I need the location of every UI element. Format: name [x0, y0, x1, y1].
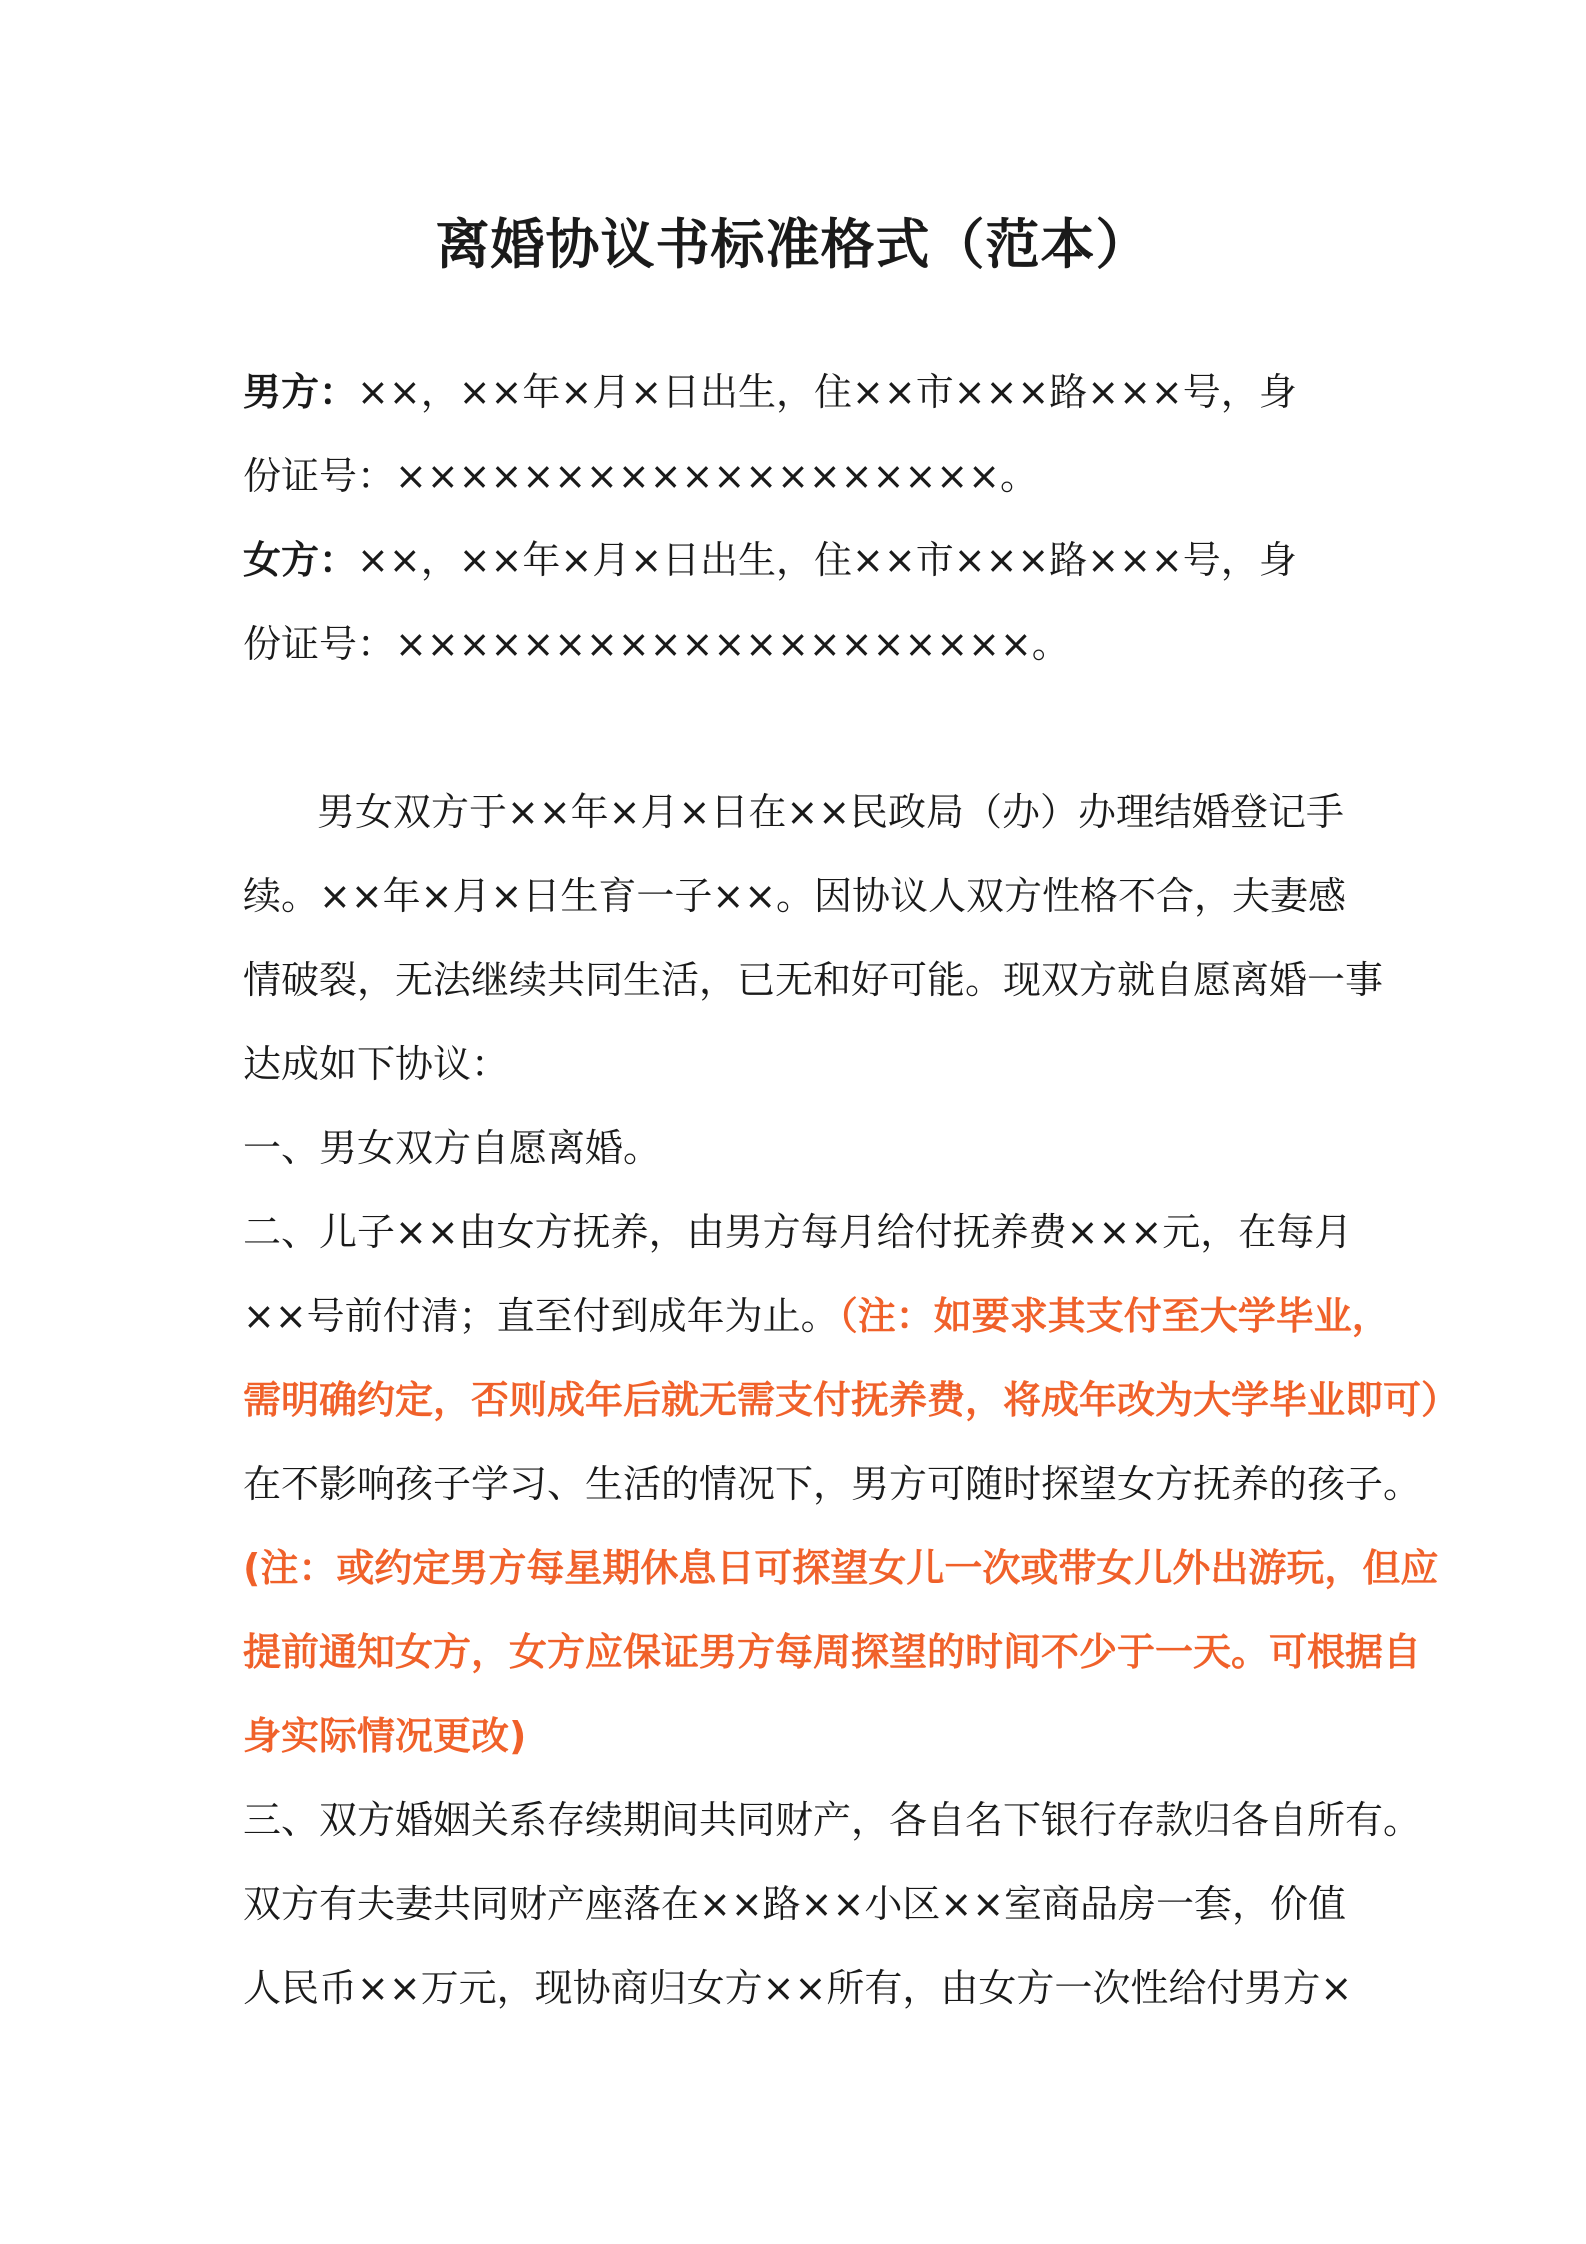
intro-line-3: 情破裂，无法继续共同生活，已无和好可能。现双方就自愿离婚一事: [243, 958, 1384, 1002]
clause-1: 一、男女双方自愿离婚。: [243, 1126, 662, 1170]
clause-3-line-3: 人民币××万元，现协商归女方××所有，由女方一次性给付男方×: [243, 1966, 1353, 2010]
document-title: 离婚协议书标准格式（范本）: [435, 213, 1151, 276]
male-party-line-1: [243, 350, 1297, 434]
female-party-id: 份证号：××××××××××××××××××××。: [243, 622, 1070, 666]
intro-line-1: 男女双方于××年×月×日在××民政局（办）办理结婚登记手: [317, 790, 1345, 834]
clause-2-note2-line-3: 身实际情况更改): [243, 1714, 527, 1758]
clause-2-note2-line-2: 提前通知女方，女方应保证男方每周探望的时间不少于一天。可根据自: [243, 1630, 1422, 1674]
clause-2-line-1: 二、儿子××由女方抚养，由男方每月给付抚养费×××元，在每月: [243, 1210, 1353, 1254]
female-party-line-1: [243, 518, 1297, 602]
clause-2-note-start: （注：如要求其支付至大学毕业，: [838, 1294, 1390, 1338]
intro-line-2: 续。××年×月×日生育一子××。因协议人双方性格不合，夫妻感: [243, 874, 1347, 918]
male-party-id: 份证号：×××××××××××××××××××。: [243, 454, 1038, 498]
female-party-details: ××，××年×月×日出生，住××市×××路×××号，身: [357, 538, 1297, 582]
intro-line-4: 达成如下协议：: [243, 1042, 510, 1086]
clause-3-line-2: 双方有夫妻共同财产座落在××路××小区××室商品房一套，价值: [243, 1882, 1347, 1926]
clause-2-line-2: [243, 1274, 1390, 1358]
clause-2-text: ××号前付清；直至付到成年为止。: [243, 1294, 839, 1338]
clause-2-note-continued: 需明确约定，否则成年后就无需支付抚养费，将成年改为大学毕业即可）: [243, 1378, 1460, 1422]
male-party-label: 男方：: [243, 370, 358, 414]
male-party-details: ××，××年×月×日出生，住××市×××路×××号，身: [357, 370, 1297, 414]
clause-2-visitation: 在不影响孩子学习、生活的情况下，男方可随时探望女方抚养的孩子。: [243, 1462, 1422, 1506]
clause-2-note2-line-1: (注：或约定男方每星期休息日可探望女儿一次或带女儿外出游玩，但应: [243, 1546, 1439, 1590]
female-party-label: 女方：: [243, 538, 358, 582]
clause-3-line-1: 三、双方婚姻关系存续期间共同财产，各自名下银行存款归各自所有。: [243, 1798, 1422, 1842]
